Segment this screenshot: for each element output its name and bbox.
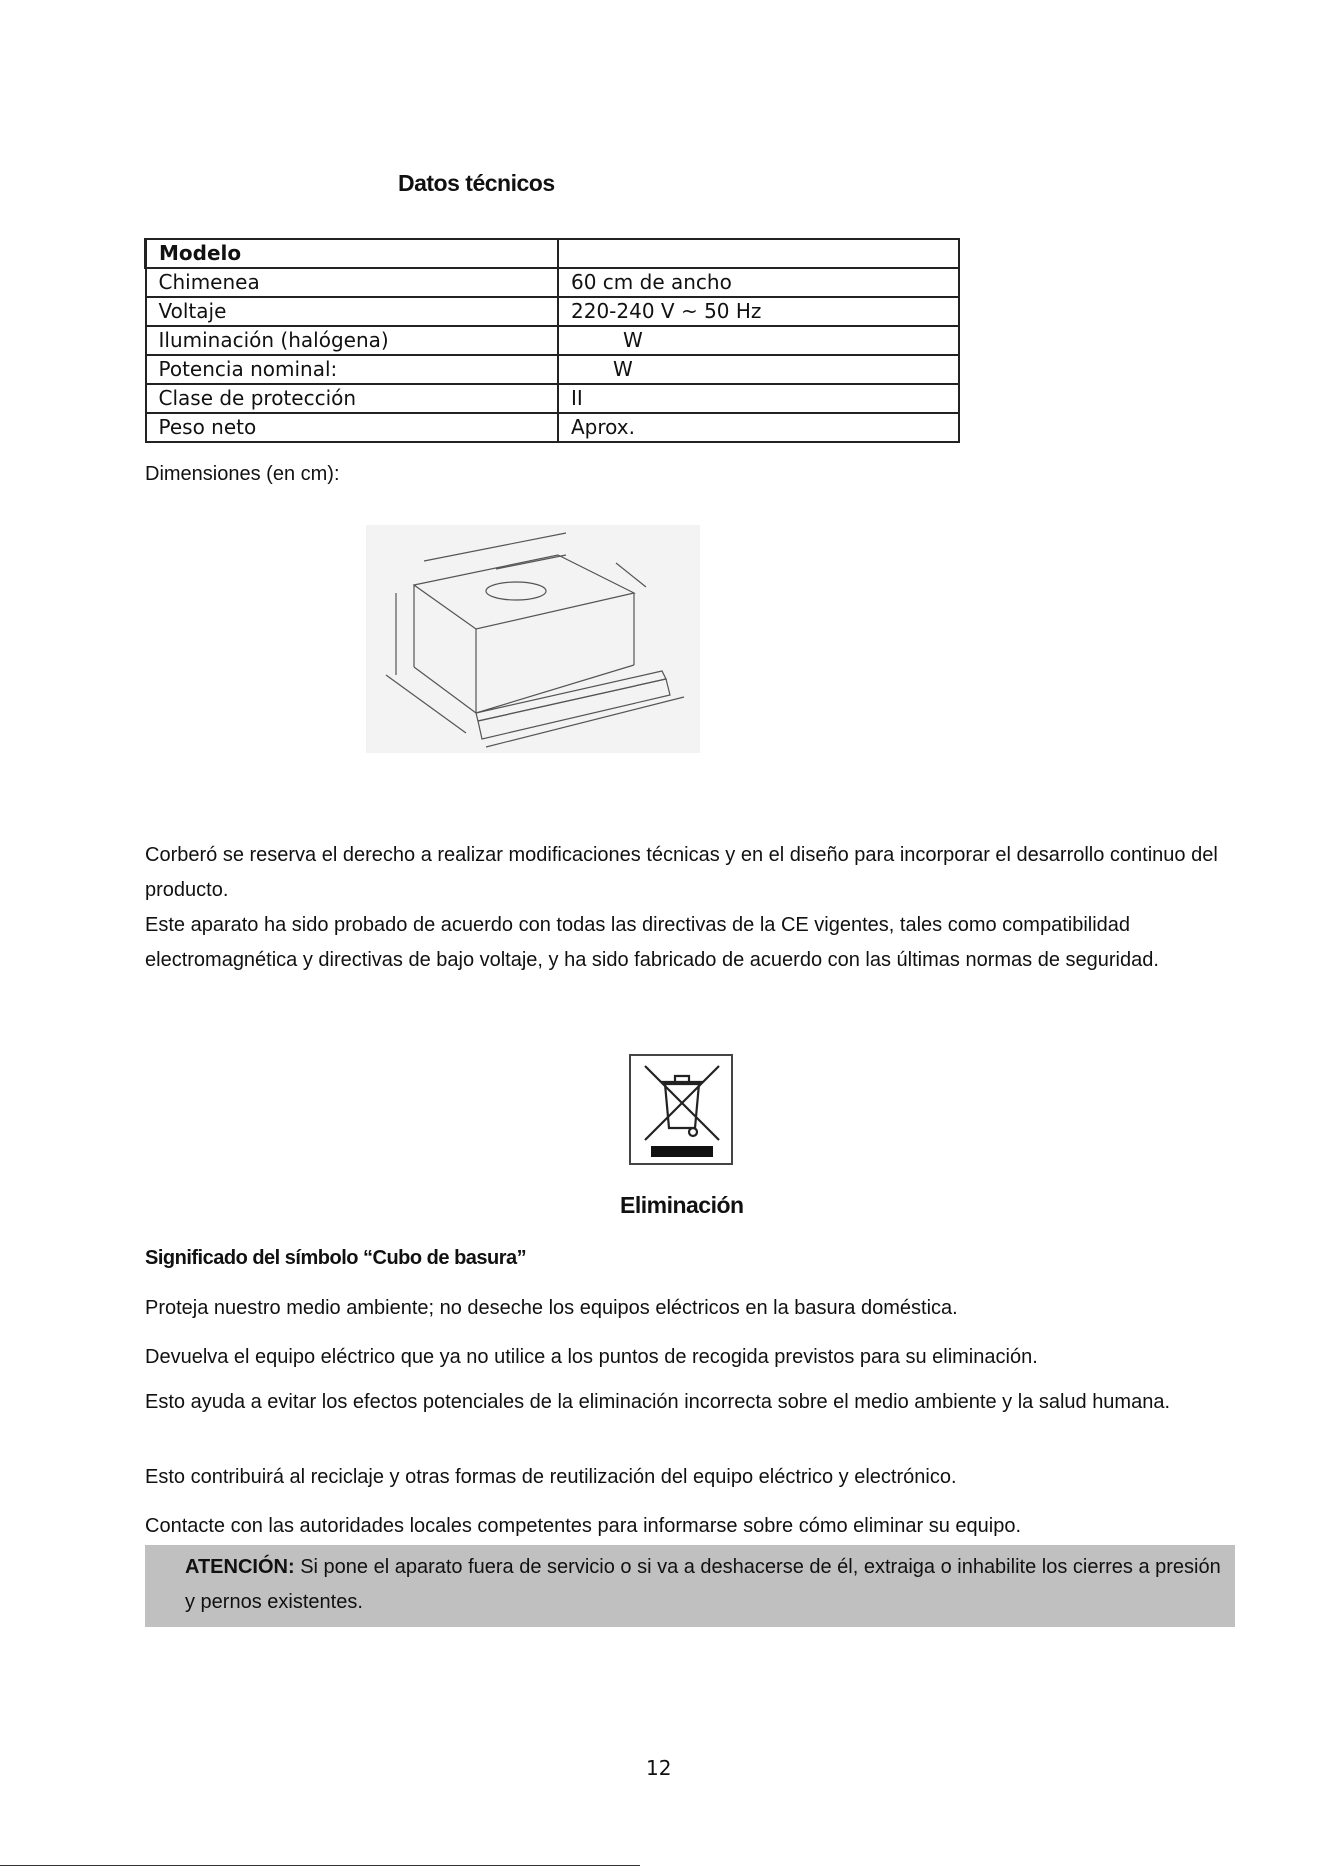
- spec-label-model: Modelo: [146, 239, 559, 268]
- disposal-line: Devuelva el equipo eléctrico que ya no utilice a los puntos de recogida previstos para su eliminación.: [145, 1346, 1038, 1368]
- footer-divider: [0, 1865, 640, 1866]
- spec-label: Chimenea: [146, 268, 559, 297]
- spec-label: Peso neto: [146, 413, 559, 442]
- spec-value: Aprox.: [558, 413, 959, 442]
- spec-value: W: [558, 355, 959, 384]
- table-row: [146, 239, 960, 268]
- spec-value: 220-240 V ~ 50 Hz: [558, 297, 959, 326]
- spec-value: 60 cm de ancho: [558, 268, 959, 297]
- section-heading-disposal: Eliminación: [620, 1192, 744, 1218]
- spec-label: Clase de protección: [146, 384, 559, 413]
- spec-value-model: [558, 239, 959, 268]
- warning-box: [145, 1545, 1235, 1627]
- table-row: [146, 268, 960, 297]
- spec-label: Potencia nominal:: [146, 355, 559, 384]
- spec-value: W: [558, 326, 959, 355]
- disposal-line: Contacte con las autoridades locales competentes para informarse sobre cómo eliminar su equipo.: [145, 1515, 1022, 1537]
- table-row: [146, 297, 960, 326]
- spec-label: Iluminación (halógena): [146, 326, 559, 355]
- warning-text: [185, 1550, 1235, 1620]
- spec-table: [144, 238, 960, 443]
- disposal-line: Proteja nuestro medio ambiente; no deseche los equipos eléctricos en la basura doméstica.: [145, 1297, 958, 1319]
- warning-label: ATENCIÓN:: [185, 1556, 295, 1578]
- crossed-out-bin-icon: [629, 1054, 733, 1165]
- paragraph-ce-directives: Este aparato ha sido probado de acuerdo con todas las directivas de la CE vigentes, tales como compatibilidad electromagnética y directivas de bajo voltaje, y ha sido fabricado de acuerdo con las últimas normas de seguridad.: [145, 914, 1159, 971]
- disposal-line: Esto ayuda a evitar los efectos potenciales de la eliminación incorrecta sobre el medio ambiente y la salud humana.: [145, 1391, 1171, 1413]
- table-row: [146, 326, 960, 355]
- table-row: [146, 355, 960, 384]
- page-title: Datos técnicos: [398, 170, 555, 196]
- disposal-line: Esto contribuirá al reciclaje y otras formas de reutilización del equipo eléctrico y electrónico.: [145, 1466, 957, 1488]
- dimensions-label: Dimensiones (en cm):: [145, 463, 340, 485]
- spec-label: Voltaje: [146, 297, 559, 326]
- hood-dimension-drawing: [366, 525, 700, 753]
- dimensions-diagram: [366, 525, 700, 753]
- paragraph-modifications: Corberó se reserva el derecho a realizar modificaciones técnicas y en el diseño para incorporar el desarrollo continuo del producto.: [145, 844, 1218, 901]
- table-row: [146, 413, 960, 442]
- spec-value: II: [558, 384, 959, 413]
- table-row: [146, 384, 960, 413]
- section-subheading-bin-symbol: Significado del símbolo “Cubo de basura”: [145, 1247, 527, 1269]
- page-number: 12: [646, 1756, 672, 1780]
- warning-message: Si pone el aparato fuera de servicio o si va a deshacerse de él, extraiga o inhabilite los cierres a presión y pernos existentes.: [185, 1556, 1221, 1613]
